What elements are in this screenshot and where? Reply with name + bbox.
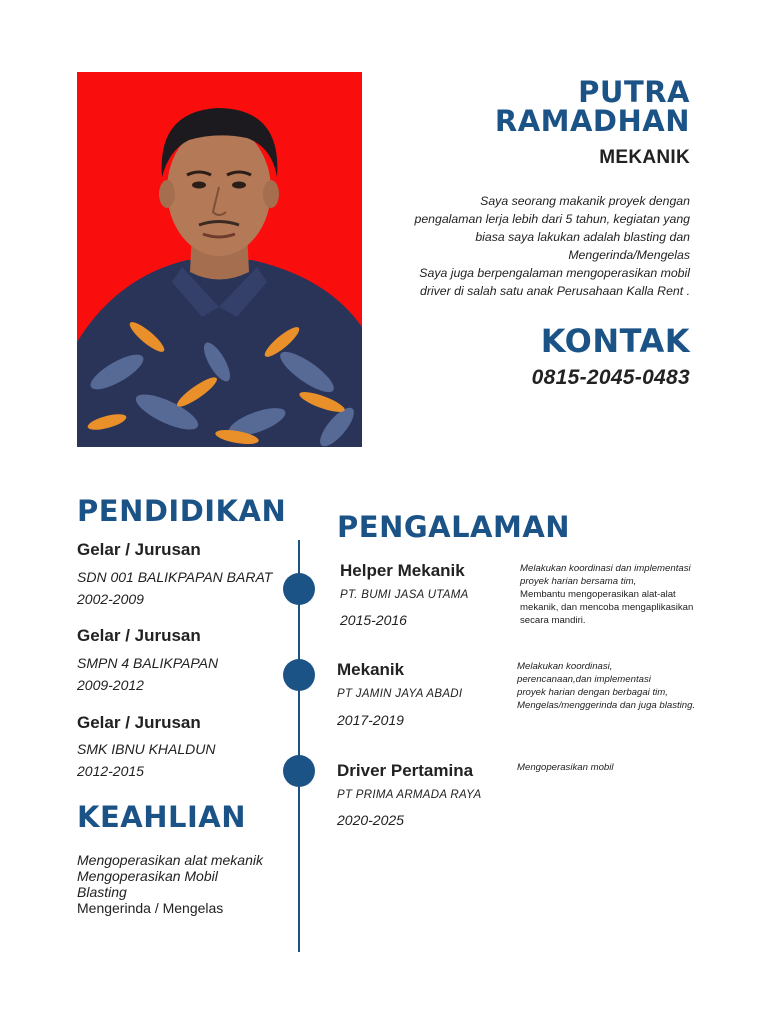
- education-heading: Gelar / Jurusan: [77, 713, 201, 732]
- job-description-line: Mengoperasikan mobil: [517, 762, 614, 773]
- summary-line: pengalaman lerja lebih dari 5 tahun, kegiatan yang: [414, 212, 690, 226]
- profile-photo: [77, 72, 362, 447]
- skill-item: Mengoperasikan Mobil: [77, 868, 218, 884]
- job-description-line: Membantu mengoperasikan alat-alat: [520, 589, 676, 600]
- timeline-dot: [283, 755, 315, 787]
- job-description-line: proyek harian bersama tim,: [520, 576, 637, 587]
- summary-line: driver di salah satu anak Perusahaan Kalla Rent .: [419, 284, 690, 298]
- job-company: PT PRIMA ARMADA RAYA: [337, 789, 482, 801]
- education-school: SMPN 4 BALIKPAPAN: [77, 655, 219, 671]
- job-description-line: mekanik, dan mencoba mengaplikasikan: [520, 602, 694, 613]
- job-description-line: proyek harian dengan berbagai tim,: [517, 687, 668, 698]
- job-description: [517, 761, 614, 774]
- job-years: 2020-2025: [337, 812, 404, 828]
- summary-line: Saya seorang makanik proyek dengan: [480, 194, 690, 208]
- job-description: [517, 660, 695, 712]
- job-description-line: Melakukan koordinasi,: [517, 661, 613, 672]
- skill-item: Mengoperasikan alat mekanik: [77, 852, 263, 868]
- job-description-line: perencanaan,dan implementasi: [517, 674, 651, 685]
- education-title: PENDIDIKAN: [77, 494, 287, 528]
- education-years: 2009-2012: [77, 677, 144, 693]
- summary-line: biasa saya lakukan adalah blasting dan: [475, 230, 690, 244]
- job-title: Driver Pertamina: [337, 761, 474, 780]
- person-name: [494, 75, 690, 138]
- timeline-dot: [283, 659, 315, 691]
- education-years: 2012-2015: [77, 763, 144, 779]
- job-company: PT JAMIN JAYA ABADI: [337, 688, 463, 700]
- experience-title: PENGALAMAN: [337, 510, 571, 544]
- job-description-line: Melakukan koordinasi dan implementasi: [520, 563, 691, 574]
- contact-title: KONTAK: [540, 322, 690, 360]
- job-description-line: secara mandiri.: [520, 615, 586, 626]
- education-school: SMK IBNU KHALDUN: [77, 741, 216, 757]
- contact-phone: 0815-2045-0483: [531, 366, 690, 389]
- job-years: 2017-2019: [337, 712, 404, 728]
- skills-title: KEAHLIAN: [77, 800, 246, 834]
- job-title: Helper Mekanik: [340, 561, 465, 580]
- skills-list: [77, 852, 263, 916]
- job-title: Mekanik: [337, 660, 405, 679]
- skill-item: Blasting: [77, 884, 127, 900]
- education-heading: Gelar / Jurusan: [77, 540, 201, 559]
- last-name: RAMADHAN: [494, 104, 690, 138]
- education-school: SDN 001 BALIKPAPAN BARAT: [77, 569, 273, 585]
- first-name: PUTRA: [578, 75, 690, 109]
- education-heading: Gelar / Jurusan: [77, 626, 201, 645]
- job-description: [520, 562, 693, 627]
- skill-item: Mengerinda / Mengelas: [77, 900, 224, 916]
- profile-summary: [360, 192, 690, 300]
- summary-line: Saya juga berpengalaman mengoperasikan mobil: [419, 266, 690, 280]
- timeline-dot: [283, 573, 315, 605]
- job-years: 2015-2016: [340, 612, 407, 628]
- summary-line: Mengerinda/Mengelas: [568, 248, 690, 262]
- education-years: 2002-2009: [77, 591, 144, 607]
- job-description-line: Mengelas/menggerinda dan juga blasting.: [517, 700, 696, 711]
- job-company: PT. BUMI JASA UTAMA: [340, 589, 469, 601]
- job-role: MEKANIK: [599, 147, 690, 168]
